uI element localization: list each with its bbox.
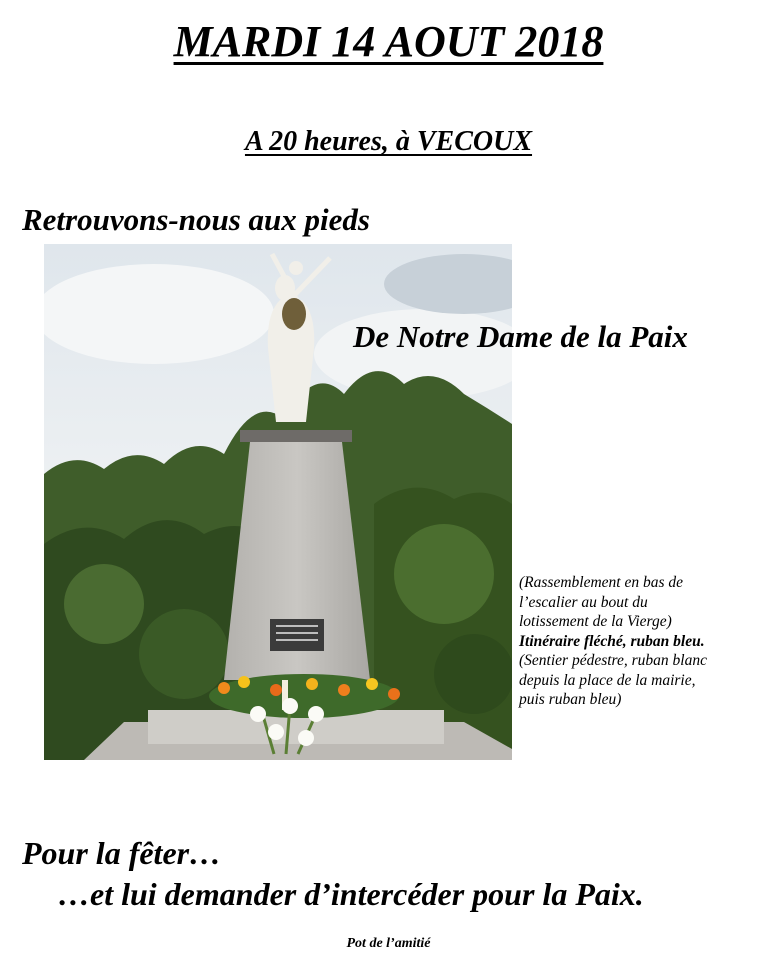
info-line: l’escalier au bout du (519, 593, 648, 611)
statue-name: De Notre Dame de la Paix (353, 319, 688, 354)
info-line: depuis la place de la mairie, (519, 671, 696, 689)
meeting-info (519, 573, 774, 710)
invitation-line: Retrouvons-nous aux pieds (22, 202, 370, 237)
info-line: (Rassemblement en bas de (519, 574, 683, 591)
route-info: Itinéraire fléché, ruban bleu. (519, 632, 705, 650)
refreshments-note: Pot de l’amitié (346, 936, 431, 951)
closing-line-1: Pour la fêter… (22, 835, 222, 871)
event-date-title: MARDI 14 AOUT 2018 (173, 17, 604, 66)
closing-line-2: …et lui demander d’intercéder pour la Paix. (58, 876, 644, 912)
event-time-location: A 20 heures, à VECOUX (244, 126, 533, 157)
info-line: lotissement de la Vierge) (519, 613, 672, 630)
info-line: puis ruban bleu) (519, 691, 622, 708)
info-line: (Sentier pédestre, ruban blanc (519, 652, 707, 669)
